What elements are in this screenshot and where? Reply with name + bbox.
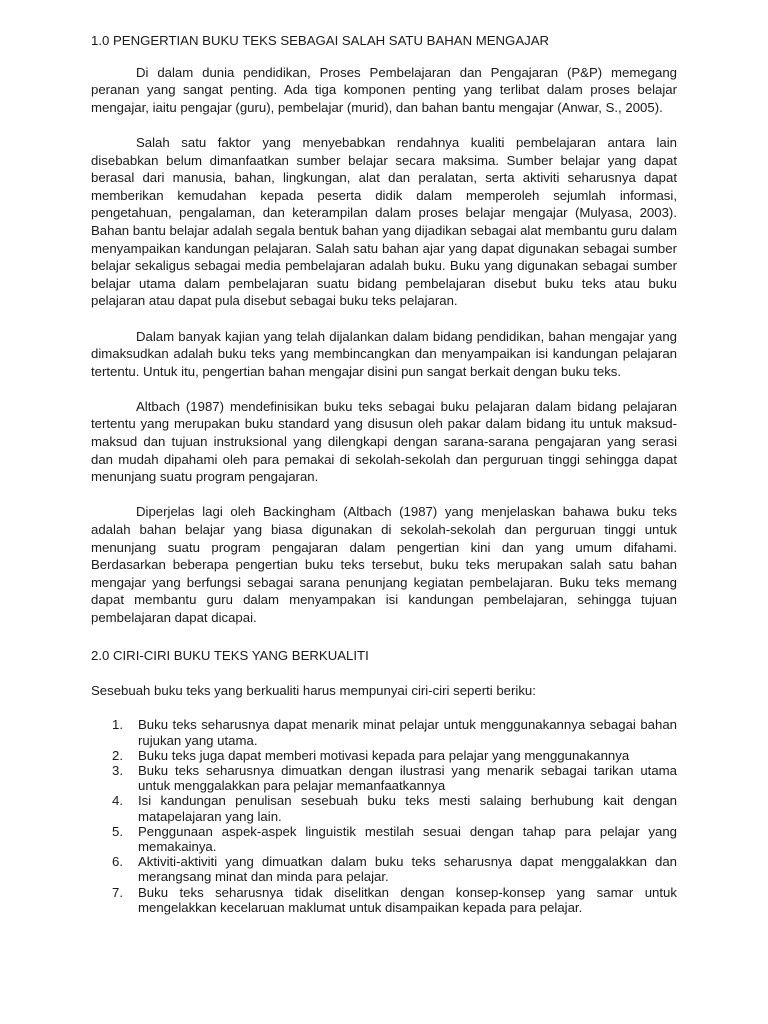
list-number: 3. [112, 762, 123, 778]
list-item [91, 763, 677, 793]
list-number: 2. [112, 747, 123, 763]
paragraph: Dalam banyak kajian yang telah dijalankan dalam bidang pendidikan, bahan mengajar yang dimaksudkan adalah buku teks yang membincangkan dan menyampaikan isi kandungan pelajaran tertentu. Untuk itu, pengertian bahan mengajar disini pun sangat berkait dengan buku teks. [91, 328, 677, 379]
list-item-text: Isi kandungan penulisan sesebuah buku teks mesti salaing berhubung kait dengan matapelajaran yang lain. [138, 793, 677, 824]
paragraph: Salah satu faktor yang menyebabkan rendahnya kualiti pembelajaran antara lain disebabkan belum dimanfaatkan sumber belajar secara maksima. Sumber belajar yang dapat berasal dari manusia, bahan, lingkungan, alat dan peralatan, serta aktiviti seharusnya dapat memberikan kemudahan kepada peserta didik dalam memperoleh sejumlah informasi, pengetahuan, pengalaman, dan keterampilan dalam proses belajar mengajar (Mulyasa, 2003). Bahan bantu belajar adalah segala bentuk bahan yang dijadikan sebagai alat membantu guru dalam menyampaikan kandungan pelajaran. Salah satu bahan ajar yang dapat digunakan sebagai sumber belajar sekaligus sebagai media pembelajaran adalah buku. Buku yang digunakan sebagai sumber belajar utama dalam pembelajaran suatu bidang pembelajaran disebut buku teks atau buku pelajaran atau dapat pula disebut sebagai buku teks pelajaran. [91, 134, 677, 309]
list-item-text: Buku teks seharusnya dimuatkan dengan ilustrasi yang menarik sebagai tarikan utama untuk menggalakkan para pelajar memanfaatkannya [138, 762, 677, 794]
list-number: 4. [112, 793, 123, 809]
paragraph: Diperjelas lagi oleh Backingham (Altbach (1987) yang menjelaskan bahawa buku teks adalah bahan belajar yang biasa digunakan di sekolah-sekolah dan perguruan tinggi untuk menunjang suatu program pengajaran dalam pengertian kini dan yang umum difahami. Berdasarkan beberapa pengertian buku teks tersebut, buku teks merupakan salah satu bahan mengajar yang berfungsi sebagai sarana penunjang kegiatan pembelajaran. Buku teks memang dapat membantu guru dalam menyampakan isi kandungan pembelajaran, sehingga tujuan pembelajaran dapat dicapai. [91, 504, 677, 625]
criteria-list [91, 717, 677, 915]
list-item [91, 748, 677, 763]
list-number: 6. [112, 854, 123, 870]
list-number: 1. [112, 717, 123, 733]
list-item [91, 793, 677, 823]
list-item [91, 885, 677, 915]
list-item-text: Buku teks juga dapat memberi motivasi kepada para pelajar yang menggunakannya [138, 747, 630, 763]
list-item [91, 824, 677, 854]
list-item-text: Buku teks seharusnya dapat menarik minat pelajar untuk menggunakannya sebagai bahan rujukan yang utama. [138, 717, 677, 748]
document-page [91, 32, 677, 915]
list-number: 5. [112, 823, 123, 839]
list-item-text: Buku teks seharusnya tidak diselitkan dengan konsep-konsep yang samar untuk mengelakkan kecelaruan maklumat untuk disampaikan kepada para pelajar. [138, 884, 677, 915]
section-2-intro: Sesebuah buku teks yang berkualiti harus mempunyai ciri-ciri seperti beriku: [91, 683, 536, 699]
list-number: 7. [112, 884, 123, 900]
paragraph: Di dalam dunia pendidikan, Proses Pembelajaran dan Pengajaran (P&P) memegang peranan yang sangat penting. Ada tiga komponen penting yang terlibat dalam proses belajar mengajar, iaitu pengajar (guru), pembelajar (murid), dan bahan bantu mengajar (Anwar, S., 2005). [91, 64, 677, 115]
paragraph: Altbach (1987) mendefinisikan buku teks sebagai buku pelajaran dalam bidang pelajaran tertentu yang merupakan buku standard yang disusun oleh pakar dalam bidang itu untuk maksud-maksud dan tujuan instruksional yang dilengkapi dengan sarana-sarana pengajaran yang serasi dan mudah dipahami oleh para pemakai di sekolah-sekolah dan perguruan tinggi sehingga dapat menunjang suatu program pengajaran. [91, 398, 677, 485]
list-item-text: Aktiviti-aktiviti yang dimuatkan dalam buku teks seharusnya dapat menggalakkan dan merangsang minat dan minda para pelajar. [138, 854, 677, 885]
list-item [91, 717, 677, 747]
section-1-body [91, 64, 677, 627]
list-item-text: Penggunaan aspek-aspek linguistik mestilah sesuai dengan tahap para pelajar yang memakainya. [138, 823, 677, 854]
list-item [91, 854, 677, 884]
section-1-heading: 1.0 PENGERTIAN BUKU TEKS SEBAGAI SALAH SATU BAHAN MENGAJAR [91, 33, 550, 48]
section-2-heading: 2.0 CIRI-CIRI BUKU TEKS YANG BERKUALITI [91, 647, 369, 663]
